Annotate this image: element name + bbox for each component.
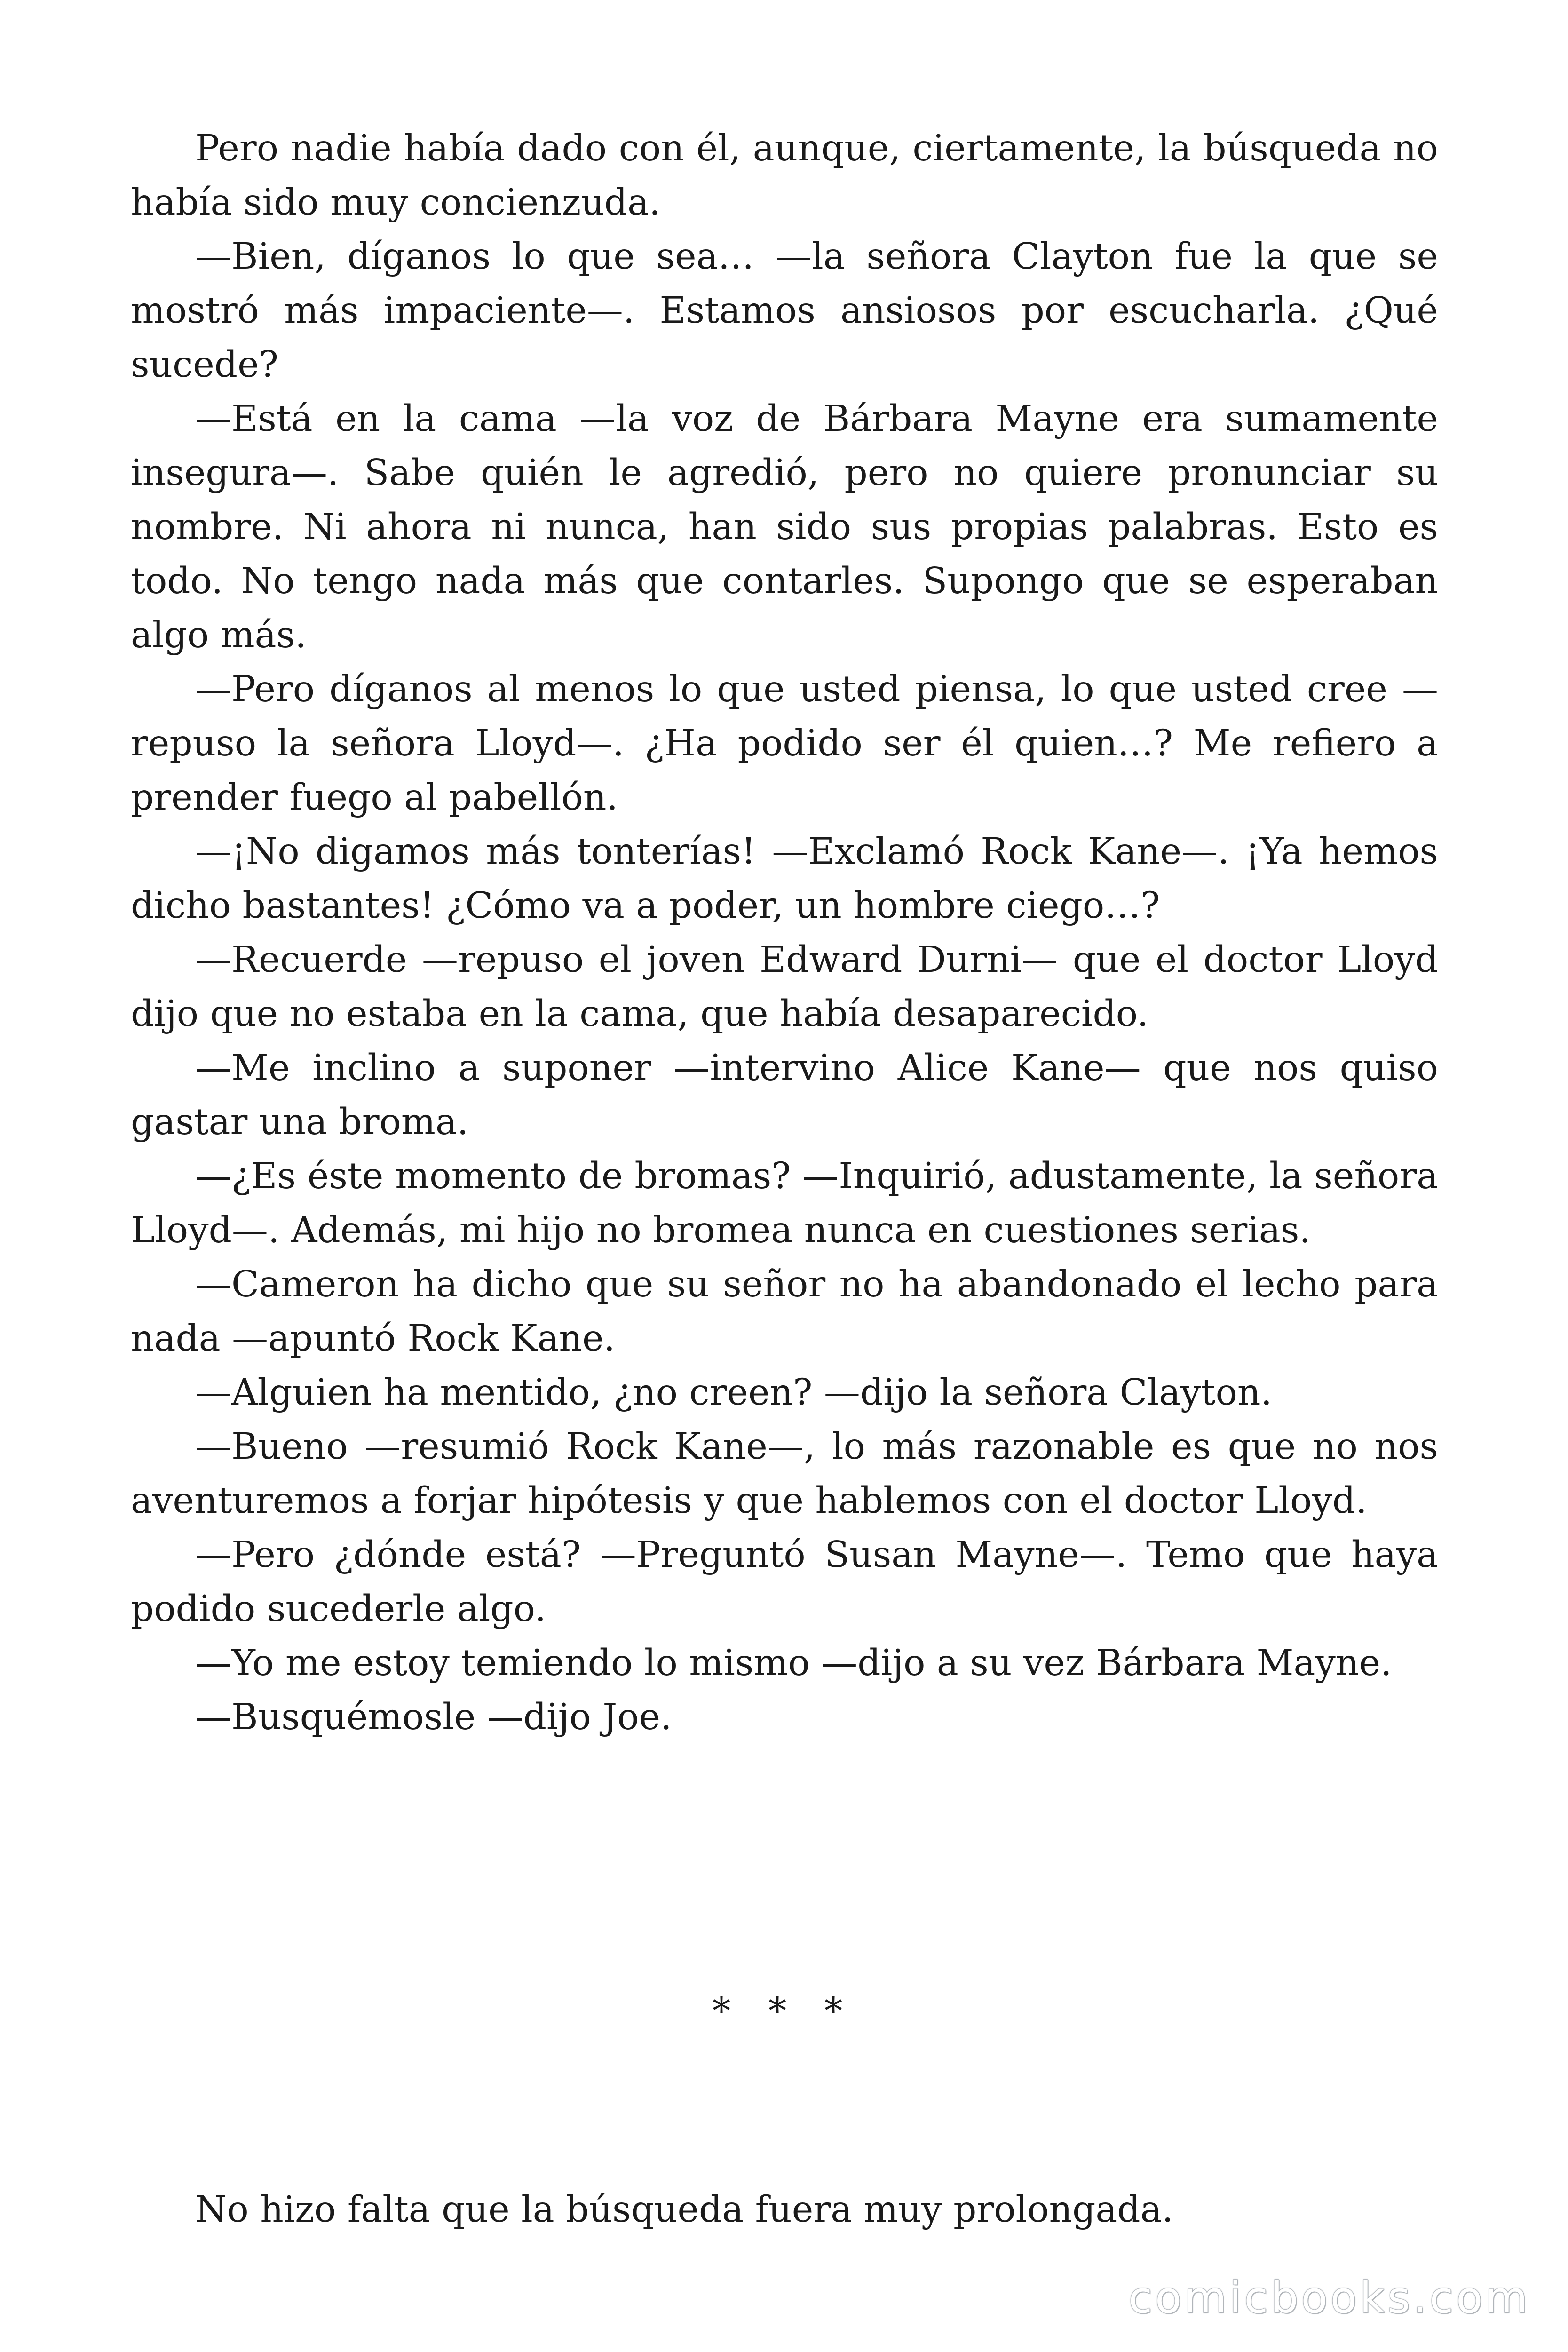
paragraph: —Me inclino a suponer —intervino Alice Kane— que nos quiso gastar una broma. [131,1047,1438,1143]
paragraph: —Bueno —resumió Rock Kane—, lo más razonable es que no nos aventuremos a forjar hipótesis y que hablemos con el doctor Lloyd. [131,1426,1438,1522]
closing-text [131,2183,1438,2237]
paragraph: Pero nadie había dado con él, aunque, ciertamente, la búsqueda no había sido muy concienzuda. [131,127,1438,223]
paragraph: —¿Es éste momento de bromas? —Inquirió, adustamente, la señora Lloyd—. Además, mi hijo no bromea nunca en cuestiones serias. [131,1155,1438,1251]
paragraph: —Recuerde —repuso el joven Edward Durni— que el doctor Lloyd dijo que no estaba en la cama, que había desaparecido. [131,939,1438,1035]
paragraph: —Pero ¿dónde está? —Preguntó Susan Mayne—. Temo que haya podido sucederle algo. [131,1534,1438,1630]
section-separator: * * * [712,1990,856,2032]
paragraph: —Busquémosle —dijo Joe. [195,1696,672,1738]
paragraph: —Está en la cama —la voz de Bárbara Mayne era sumamente insegura—. Sabe quién le agredió, pero no quiere pronunciar su nombre. Ni ahora ni nunca, han sido sus propias palabras. Esto es todo. No tengo nada más que contarles. Supongo que se esperaban algo más. [131,398,1438,656]
paragraph: —Alguien ha mentido, ¿no creen? —dijo la señora Clayton. [195,1372,1272,1414]
body-text [131,121,1438,1744]
paragraph: —Cameron ha dicho que su señor no ha abandonado el lecho para nada —apuntó Rock Kane. [131,1263,1438,1359]
paragraph: —Bien, díganos lo que sea… —la señora Clayton fue la que se mostró más impaciente—. Estamos ansiosos por escucharla. ¿Qué sucede? [131,236,1438,386]
paragraph: —¡No digamos más tonterías! —Exclamó Rock Kane—. ¡Ya hemos dicho bastantes! ¿Cómo va a poder, un hombre ciego…? [131,831,1438,927]
paragraph: No hizo falta que la búsqueda fuera muy prolongada. [195,2189,1173,2231]
paragraph: —Yo me estoy temiendo lo mismo —dijo a su vez Bárbara Mayne. [195,1642,1392,1684]
watermark: comicbooks.com [1128,2273,1530,2323]
paragraph: —Pero díganos al menos lo que usted piensa, lo que usted cree —repuso la señora Lloyd—. ¿Ha podido ser él quien…? Me refiero a prender fuego al pabellón. [131,668,1438,818]
